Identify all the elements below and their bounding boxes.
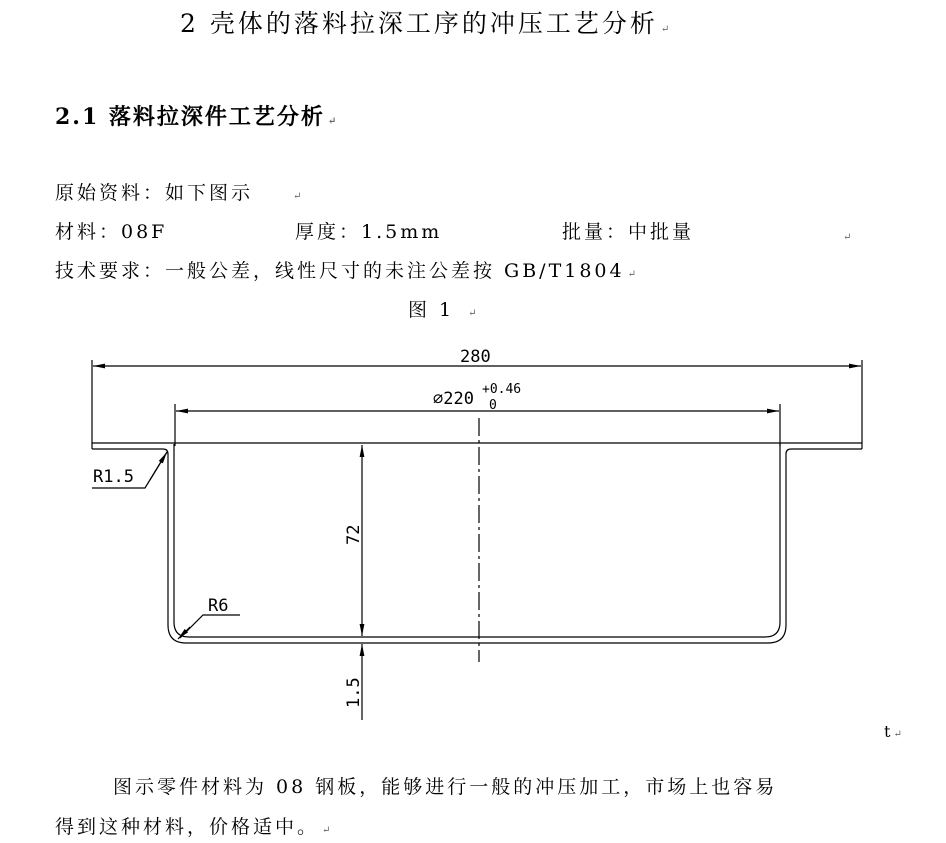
section-heading: 2.1 落料拉深件工艺分析 ↵	[55, 104, 339, 130]
dim-1-5-label: 1.5	[344, 677, 364, 708]
part-inner	[174, 444, 780, 637]
radius-r1-5-label: R1.5	[93, 467, 134, 487]
return-mark: ↵	[843, 232, 852, 243]
stray-mark: t ↵	[884, 722, 902, 741]
document-title: 2 壳体的落料拉深工序的冲压工艺分析 ↵	[180, 9, 673, 38]
dim-220-label: ⌀220	[433, 389, 474, 409]
tolerance-upper: +0.46	[482, 382, 522, 397]
dim-72-label: 72	[344, 524, 364, 545]
radius-r6-label: R6	[208, 596, 229, 616]
dim-280-label: 280	[460, 347, 491, 367]
figure-caption: 图 1 ↵	[408, 299, 480, 321]
batch-line: 批量：中批量	[562, 221, 695, 243]
tech-requirements-line: 技术要求：一般公差，线性尺寸的未注公差按 GB/T1804 ↵	[55, 260, 639, 282]
paragraph-line-1: 图示零件材料为 08 钢板，能够进行一般的冲压加工，市场上也容易	[113, 776, 778, 798]
material-line: 材料：08F	[55, 221, 168, 243]
source-line: 原始资料：如下图示 ↵	[55, 182, 305, 204]
paragraph-line-2: 得到这种材料，价格适中。 ↵	[55, 816, 334, 838]
thickness-line: 厚度：1.5mm	[295, 221, 443, 243]
leader-r6	[180, 615, 240, 638]
tolerance-lower: 0	[489, 398, 497, 413]
